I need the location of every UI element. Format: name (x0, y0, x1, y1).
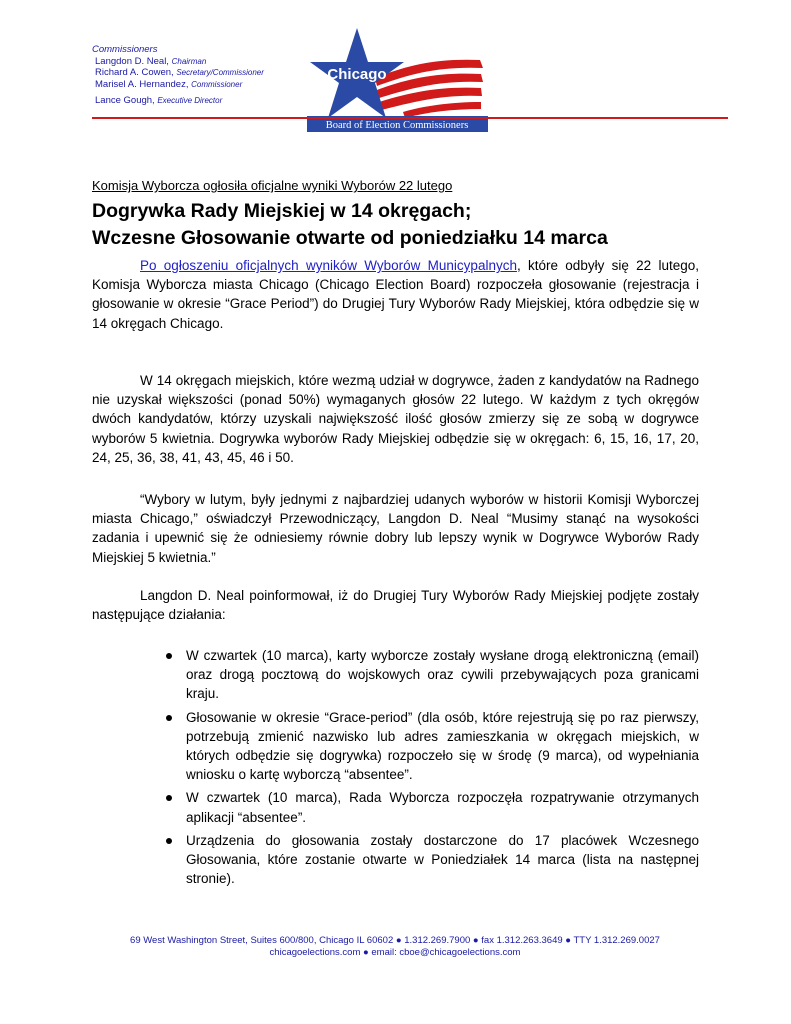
list-item (92, 788, 699, 826)
commissioner-name: Marisel A. Hernandez, (95, 78, 189, 90)
paragraph-1 (92, 256, 699, 333)
executive-director-role: Executive Director (157, 96, 223, 105)
logo-banner-text: Board of Election Commissioners (325, 120, 469, 131)
bullet-icon (166, 653, 172, 659)
paragraph-4: Langdon D. Neal poinformował, iż do Drugiej Tury Wyborów Rady Miejskiej podjęte zostały następujące działania: (92, 588, 699, 623)
headline-line-2: Wczesne Głosowanie otwarte od poniedziałku 14 marca (92, 227, 608, 249)
headline-line-1: Dogrywka Rady Miejskiej w 14 okręgach; (92, 200, 472, 222)
footer-address: 69 West Washington Street, Suites 600/800, Chicago IL 60602 ● 1.312.269.7900 ● fax 1.312.263.3649 ● TTY 1.312.269.0027 (130, 935, 660, 946)
commissioner-role: Secretary/Commissioner (176, 68, 264, 77)
list-item-text: Urządzenia do głosowania zostały dostarczone do 17 placówek Wczesnego Głosowania, które zostanie otwarte w Poniedziałek 14 marca (lista na następnej stronie). (186, 832, 699, 887)
list-item-text: Głosowanie w okresie “Grace-period” (dla osób, które rejestrują się po raz pierwszy, potrzebują zmienić nazwisko lub adres zamieszkania w okręgach miejskich, w których odbędzie się dogrywka) rozpoczeło się w środę (9 marca), od wypełniania wniosku o kartę wyborczą “absentee”. (186, 709, 699, 783)
list-item (92, 708, 699, 785)
commissioner-row (92, 79, 264, 91)
bullet-icon (166, 715, 172, 721)
commissioners-title: Commissioners (92, 44, 158, 55)
commissioner-name: Langdon D. Neal, (95, 55, 169, 67)
commissioner-role: Commissioner (191, 79, 243, 89)
commissioner-role: Chairman (171, 56, 207, 66)
bullet-icon (166, 795, 172, 801)
executive-director-row (92, 95, 264, 107)
commissioner-name: Richard A. Cowen, (95, 67, 174, 78)
footer (60, 935, 730, 959)
logo-city-text: Chicago (327, 66, 387, 83)
paragraph-1-text: , które odbyły się 22 lutego, Komisja Wyborcza miasta Chicago (Chicago Election Board) rozpoczeła głosowanie (rejestracja i głosowanie w okresie “Grace Period”) do Drugiej Tury Wyborów Rady Miejskiej, która odbędzie się w 14 okręgach Chicago. (92, 258, 699, 331)
actions-list (92, 646, 699, 892)
paragraph-3: “Wybory w lutym, były jednymi z najbardziej udanych wyborów w historii Komisji Wyborczej miasta Chicago,” oświadczył Przewodniczący, Langdon D. Neal “Musimy stanąć na wysokości zadania i upewnić się że odniesiemy równie dobry lub lepszy wynik w Dogrywce Wyborów Rady Miejskiej 5 kwietnia.” (92, 492, 699, 565)
article-headline (92, 198, 712, 252)
list-item-text: W czwartek (10 marca), karty wyborcze zostały wysłane drogą elektroniczną (email) oraz drogą pocztową do wojskowych oraz cywili przebywających poza granicami kraju. (186, 648, 699, 702)
list-item (92, 646, 699, 704)
executive-director-name: Lance Gough, (95, 95, 155, 106)
official-results-link[interactable]: Po ogłoszeniu oficjalnych wyników Wyborów Municypalnych (140, 258, 517, 273)
commissioner-row (92, 67, 264, 79)
commissioners-block (92, 44, 264, 107)
letterhead-divider (92, 117, 728, 119)
footer-web-email: chicagoelections.com ● email: cboe@chicagoelections.com (269, 947, 521, 958)
commissioner-row (92, 56, 264, 68)
paragraph-2: W 14 okręgach miejskich, które wezmą udział w dogrywce, żaden z kandydatów na Radnego nie uzyskał większości (ponad 50%) wymaganych głosów 22 lutego. W każdym z tych okręgów dwóch kandydatów, którzy uzyskali największość ilość głosów zmierzy się ze sobą w dogrywce wyborów 5 kwietnia. Dogrywka wyborów Rady Miejskiej odbędzie się w okręgach: 6, 15, 16, 17, 20, 24, 25, 36, 38, 41, 43, 45, 46 i 50. (92, 373, 699, 465)
article-kicker: Komisja Wyborcza ogłosiła oficjalne wyniki Wyborów 22 lutego (92, 178, 453, 193)
list-item-text: W czwartek (10 marca), Rada Wyborcza rozpoczęła rozpatrywanie otrzymanych aplikacji “absentee”. (186, 790, 699, 825)
bullet-icon (166, 838, 172, 844)
list-item (92, 831, 699, 889)
